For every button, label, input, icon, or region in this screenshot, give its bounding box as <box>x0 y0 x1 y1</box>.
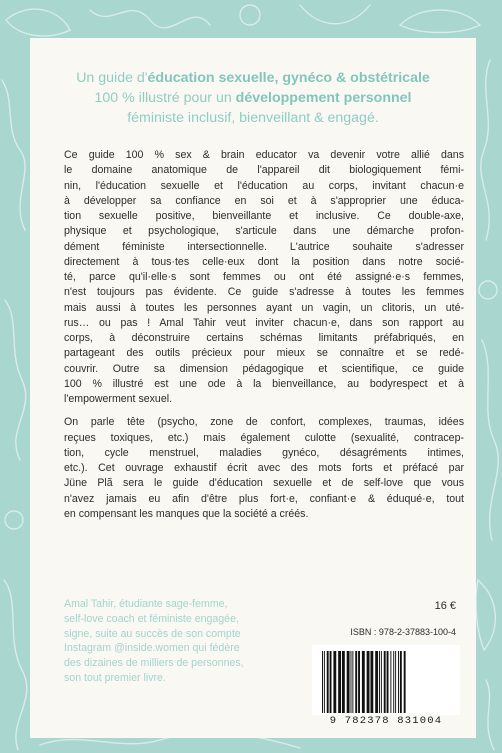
price: 16 € <box>434 600 456 612</box>
barcode-bar <box>355 651 357 713</box>
barcode-bar <box>381 651 382 713</box>
barcode-bar <box>375 651 378 713</box>
barcode-bar <box>324 651 325 713</box>
doodle-leaf-icon <box>400 10 480 33</box>
barcode-bar <box>395 651 396 713</box>
text-line: le domaine anatomique de l'appareil dit biologiquement fémi- <box>64 164 464 177</box>
doodle-circle-icon <box>240 5 260 25</box>
text-line: tion sexuelle positive, bienveillante et inclusive. Ce double-axe, <box>64 210 464 222</box>
bio-line: signe, suite au succès de son compte <box>64 627 241 640</box>
text-line: té, parce qu'il·elle·s sont femmes ou ont été assigné·e·s femmes, <box>64 271 464 283</box>
description-paragraph-1 <box>64 148 464 407</box>
doodle-wave-icon <box>2 80 25 230</box>
barcode-graphic <box>312 645 460 715</box>
barcode-number: 9 782378 831004 <box>329 715 443 727</box>
doodle-wave-icon <box>486 680 494 750</box>
barcode-bar <box>398 651 399 713</box>
text-line: physique et psychologique, s'articule dans une démarche profon- <box>64 225 464 238</box>
tagline <box>40 68 466 128</box>
text-line: nin, l'éducation sexuelle et l'éducation au corps, invitant chacun·e <box>64 179 464 192</box>
text-line: reçues toxiques, etc.) mais également culotte (sexualité, contracep- <box>64 431 464 444</box>
description <box>64 148 464 530</box>
barcode-bar <box>404 651 406 713</box>
text-line: n'avez jamais eu afin d'être plus fort·e, confiant·e & éduqué·e, tout <box>64 492 464 505</box>
barcode-bar <box>338 651 341 713</box>
barcode-bar <box>347 651 350 713</box>
tagline-line-2: 100 % illustré pour un développement personnel <box>94 90 412 106</box>
text-line: 100 % illustré est une ode à la bienveillance, au bodyrespect et à <box>64 377 464 390</box>
doodle-wave-icon <box>481 60 490 240</box>
text-line: directement à tous·tes celle·eux dont la position dans notre socié- <box>64 255 464 268</box>
text-line: n'est toujours pas évidente. Ce guide s'adresse à toutes les femmes <box>64 286 464 299</box>
text-line: corps, à déconstruire certains schémas limitants préfabriqués, en <box>64 332 464 344</box>
barcode-bar <box>393 651 394 713</box>
text-line: dément féministe intersectionnelle. L'autrice souhaite s'adresser <box>64 240 464 253</box>
text-line: l'empowerment sexuel. <box>64 393 173 405</box>
barcode-bar <box>370 651 373 713</box>
barcode <box>312 645 460 715</box>
text-line: On parle tête (psycho, zone de confort, complexes, traumas, idées <box>64 416 464 429</box>
barcode-bar <box>390 651 391 713</box>
doodle-leaf-icon <box>6 9 70 36</box>
text-line: couvrir. Outre sa dimension pédagogique et scientifique, ce guide <box>64 362 464 375</box>
doodle-wave-icon <box>5 300 26 460</box>
doodle-circle-icon <box>5 511 23 529</box>
doodle-wave-icon <box>4 580 27 750</box>
text-line: mais aussi à toutes les personnes ayant un vagin, un clitoris, un uté- <box>64 301 464 314</box>
text-line: rus… ou pas ! Amal Tahir veut inviter chacun·e, dans son rapport au <box>64 316 464 329</box>
bio-line: des dizaines de milliers de personnes, <box>64 657 244 670</box>
doodle-petal-icon <box>300 5 370 24</box>
tagline-line-3: féministe inclusif, bienveillant & engagé. <box>127 110 379 126</box>
barcode-bar <box>322 651 323 713</box>
bio-line: Instagram @inside.women qui fédère <box>64 642 240 655</box>
barcode-bar <box>342 651 345 713</box>
description-paragraph-2 <box>64 415 464 522</box>
barcode-bar <box>358 651 360 713</box>
doodle-wave-icon <box>90 10 210 28</box>
barcode-bar <box>330 651 332 713</box>
bio-line: self-love coach et féministe engagée, <box>64 612 239 625</box>
text-line: etc.). Cet ouvrage exhaustif écrit avec des mots forts et préfacé par <box>64 462 464 474</box>
text-line: Jüne Plã sera le guide d'éducation sexuelle et de self-love que vous <box>64 477 464 490</box>
tagline-line-1: Un guide d'éducation sexuelle, gynéco & obstétricale <box>76 70 430 86</box>
text-line: tion, cycle menstruel, maladies gynéco, désagréments intimes, <box>64 446 464 459</box>
barcode-bar <box>352 651 353 713</box>
barcode-bar <box>379 651 380 713</box>
barcode-bar <box>367 651 370 713</box>
doodle-circle-icon <box>479 281 497 299</box>
barcode-bar <box>400 651 402 713</box>
bio-line: son tout premier livre. <box>64 671 166 684</box>
text-line: Ce guide 100 % sex & brain educator va devenir votre allié dans <box>64 149 464 161</box>
text-line: à développer sa confiance en soi et à s'approprier une éduca- <box>64 194 464 207</box>
doodle-wave-icon <box>482 340 498 540</box>
barcode-bar <box>351 651 352 713</box>
barcode-bar <box>333 651 336 713</box>
doodle-leaf-icon <box>476 580 495 650</box>
barcode-bar <box>362 651 365 713</box>
barcode-bar <box>384 651 386 713</box>
barcode-bar <box>327 651 329 713</box>
bio-line: Amal Tahir, étudiante sage-femme, <box>64 598 228 610</box>
text-line: en compensant les manques que la société a créés. <box>64 507 309 520</box>
isbn: ISBN : 978-2-37883-100-4 <box>350 627 456 637</box>
author-bio <box>64 597 294 686</box>
barcode-bar <box>387 651 389 713</box>
text-line: partageant des outils précieux pour mieux se connaître et se redé- <box>64 347 464 360</box>
